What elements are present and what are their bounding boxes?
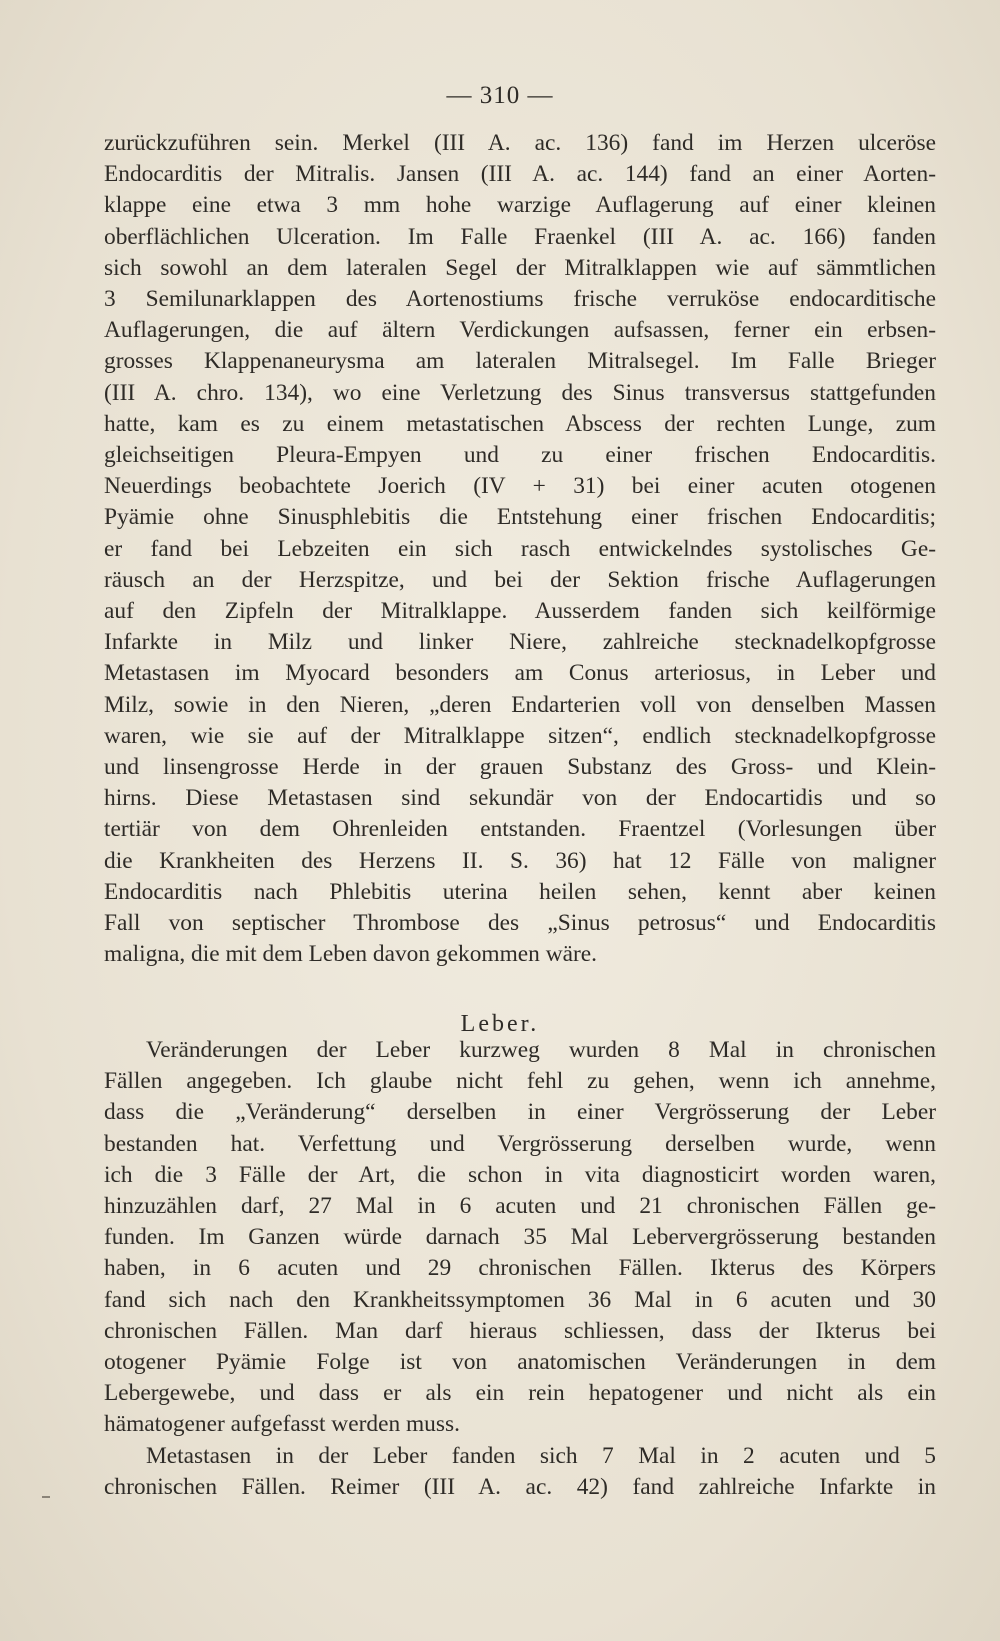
section-heading: Leber. <box>460 1011 540 1037</box>
text-line: Neuerdings beobachtete Joerich (IV + 31) bei einer acuten otogenen <box>104 473 936 500</box>
page-number: — 310 — <box>446 82 554 109</box>
text-line: Fällen angegeben. Ich glaube nicht fehl zu gehen, wenn ich annehme, <box>104 1068 936 1095</box>
margin-mark <box>42 1496 50 1498</box>
text-line: klappe eine etwa 3 mm hohe warzige Auflagerung auf einer kleinen <box>104 192 936 219</box>
text-line: chronischen Fällen. Man darf hieraus schliessen, dass der Ikterus bei <box>104 1317 936 1344</box>
text-line: hinzuzählen darf, 27 Mal in 6 acuten und 21 chronischen Fällen ge- <box>104 1193 936 1220</box>
text-line: Fall von septischer Thrombose des „Sinus petrosus“ und Endocarditis <box>104 910 936 937</box>
text-line: Auflagerungen, die auf ältern Verdickungen aufsassen, ferner ein erbsen- <box>104 317 936 344</box>
text-line: er fand bei Lebzeiten ein sich rasch entwickelndes systolisches Ge- <box>104 535 936 562</box>
text-line: dass die „Veränderung“ derselben in einer Vergrösserung der Leber <box>104 1099 936 1126</box>
text-line: tertiär von dem Ohrenleiden entstanden. Fraentzel (Vorlesungen über <box>104 816 936 843</box>
text-line: Endocarditis der Mitralis. Jansen (III A. ac. 144) fand an einer Aorten- <box>104 161 936 188</box>
text-line: Milz, sowie in den Nieren, „deren Endarterien voll von denselben Massen <box>104 691 936 718</box>
text-line: hatte, kam es zu einem metastatischen Abscess der rechten Lunge, zum <box>104 410 936 437</box>
text-line: zurückzuführen sein. Merkel (III A. ac. 136) fand im Herzen ulceröse <box>104 130 936 156</box>
text-line: die Krankheiten des Herzens II. S. 36) hat 12 Fälle von maligner <box>104 847 936 874</box>
text-line: chronischen Fällen. Reimer (III A. ac. 42) fand zahlreiche Infarkte in <box>104 1473 936 1500</box>
text-line: hirns. Diese Metastasen sind sekundär von der Endocartidis und so <box>104 785 936 812</box>
text-line: grosses Klappenaneurysma am lateralen Mitralsegel. Im Falle Brieger <box>104 348 936 375</box>
text-line: waren, wie sie auf der Mitralklappe sitzen“, endlich stecknadelkopfgrosse <box>104 722 936 749</box>
text-line: Metastasen im Myocard besonders am Conus arteriosus, in Leber und <box>104 660 936 687</box>
text-line: bestanden hat. Verfettung und Vergrösserung derselben wurde, wenn <box>104 1130 936 1157</box>
text-line: hämatogener aufgefasst werden muss. <box>104 1411 460 1438</box>
text-line: Lebergewebe, und dass er als ein rein hepatogener und nicht als ein <box>104 1380 936 1407</box>
text-line: haben, in 6 acuten und 29 chronischen Fällen. Ikterus des Körpers <box>104 1255 936 1282</box>
paragraph-leber <box>104 1035 936 1503</box>
text-line: oberflächlichen Ulceration. Im Falle Fraenkel (III A. ac. 166) fanden <box>104 223 936 250</box>
text-line: funden. Im Ganzen würde darnach 35 Mal Lebervergrösserung bestanden <box>104 1224 936 1251</box>
text-line: 3 Semilunarklappen des Aortenostiums frische verruköse endocarditische <box>104 286 936 313</box>
text-line: Pyämie ohne Sinusphlebitis die Entstehung einer frischen Endocarditis; <box>104 504 936 531</box>
text-line: räusch an der Herzspitze, und bei der Sektion frische Auflagerungen <box>104 566 936 593</box>
text-line: ich die 3 Fälle der Art, die schon in vita diagnosticirt worden waren, <box>104 1161 936 1188</box>
text-line: (III A. chro. 134), wo eine Verletzung des Sinus transversus stattgefunden <box>104 379 936 406</box>
text-line: auf den Zipfeln der Mitralklappe. Ausserdem fanden sich keilförmige <box>104 598 936 625</box>
text-line: Veränderungen der Leber kurzweg wurden 8 Mal in chronischen <box>146 1037 936 1063</box>
text-line: Infarkte in Milz und linker Niere, zahlreiche stecknadelkopfgrosse <box>104 629 936 656</box>
text-line: maligna, die mit dem Leben davon gekommen wäre. <box>104 941 597 968</box>
text-line: otogener Pyämie Folge ist von anatomischen Veränderungen in dem <box>104 1349 936 1376</box>
text-line: gleichseitigen Pleura-Empyen und zu einer frischen Endocarditis. <box>104 442 936 469</box>
text-line: sich sowohl an dem lateralen Segel der Mitralklappen wie auf sämmtlichen <box>104 254 936 281</box>
text-line: und linsengrosse Herde in der grauen Substanz des Gross- und Klein- <box>104 754 936 781</box>
paragraph-endocarditis <box>104 128 936 970</box>
text-line: fand sich nach den Krankheitssymptomen 36 Mal in 6 acuten und 30 <box>104 1286 936 1313</box>
text-line: Metastasen in der Leber fanden sich 7 Mal in 2 acuten und 5 <box>146 1442 936 1469</box>
text-line: Endocarditis nach Phlebitis uterina heilen sehen, kennt aber keinen <box>104 878 936 905</box>
